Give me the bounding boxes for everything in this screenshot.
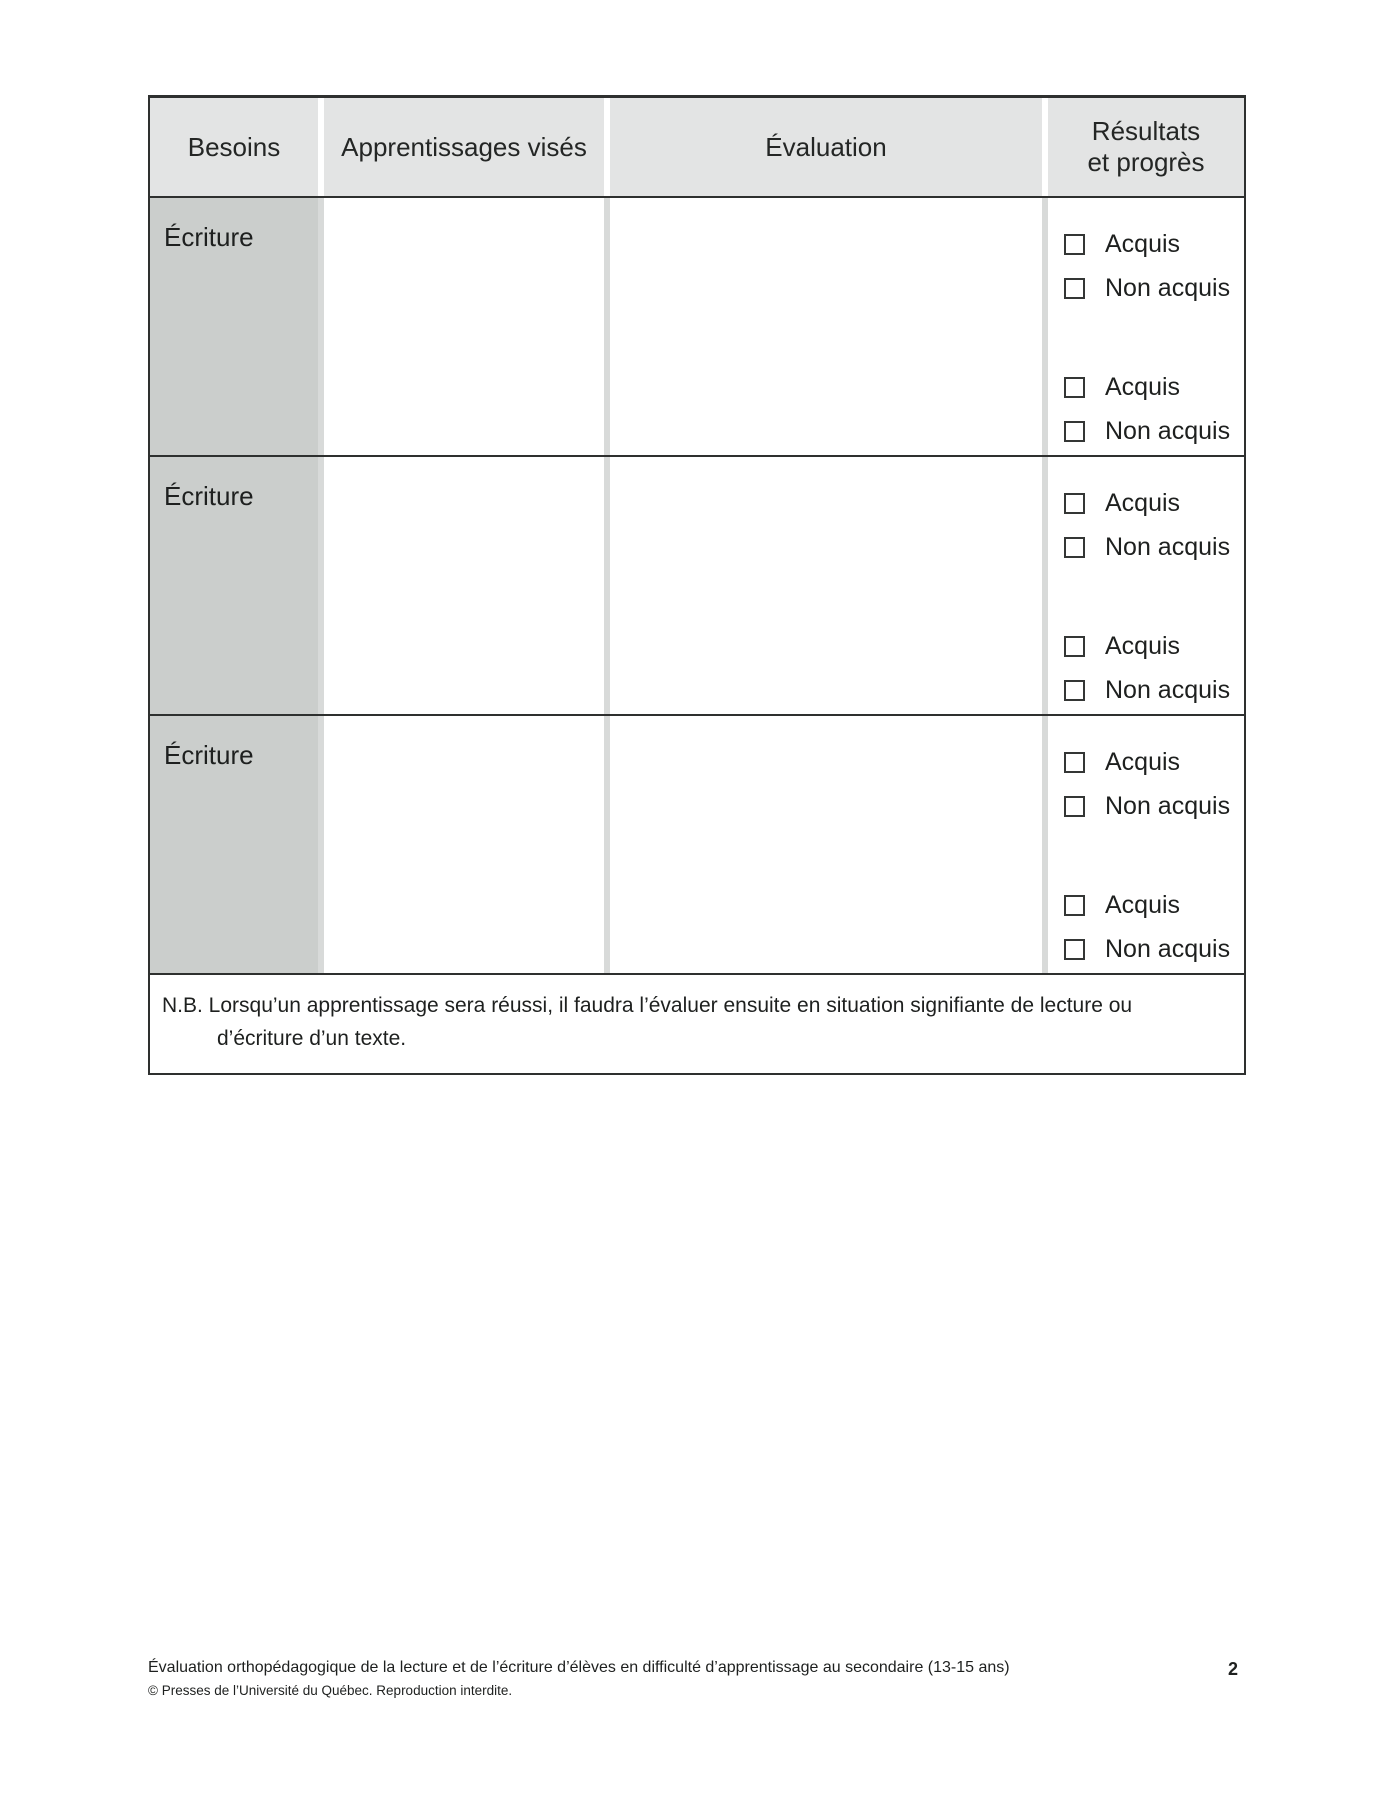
apprentissages-cell (324, 716, 610, 973)
acquis-checkbox[interactable] (1064, 377, 1085, 398)
besoin-label: Écriture (164, 481, 254, 511)
apprentissages-cell (324, 457, 610, 714)
evaluation-cell (610, 716, 1048, 973)
table-row (150, 196, 1244, 455)
acquis-option (1064, 891, 1244, 920)
page-footer (148, 1659, 1246, 1698)
table-row (150, 714, 1244, 973)
non-acquis-checkbox[interactable] (1064, 278, 1085, 299)
acquis-checkbox[interactable] (1064, 493, 1085, 514)
evaluation-cell (610, 457, 1048, 714)
header-resultats-line1: Résultats (1091, 116, 1201, 147)
checkbox-label: Non acquis (1105, 676, 1231, 704)
header-evaluation (610, 98, 1048, 196)
checkbox-label: Non acquis (1105, 417, 1231, 445)
acquis-checkbox[interactable] (1064, 895, 1085, 916)
besoin-label: Écriture (164, 222, 254, 252)
resultats-cell (1048, 716, 1244, 973)
header-besoins-label: Besoins (187, 131, 281, 162)
evaluation-table (148, 95, 1246, 1075)
table-row (150, 455, 1244, 714)
checkbox-label: Acquis (1105, 489, 1181, 517)
besoin-label: Écriture (164, 740, 254, 770)
non-acquis-checkbox[interactable] (1064, 939, 1085, 960)
apprentissages-cell (324, 198, 610, 455)
header-apprentissages (324, 98, 610, 196)
header-resultats (1048, 98, 1244, 196)
non-acquis-option (1064, 676, 1244, 705)
non-acquis-option (1064, 274, 1244, 303)
checkbox-label: Acquis (1105, 748, 1181, 776)
header-besoins (150, 98, 324, 196)
checkbox-label: Acquis (1105, 891, 1181, 919)
besoins-cell (150, 198, 324, 455)
acquis-checkbox[interactable] (1064, 752, 1085, 773)
besoins-cell (150, 457, 324, 714)
header-apprentissages-label: Apprentissages visés (341, 131, 587, 162)
footer-copyright: © Presses de l’Université du Québec. Reproduction interdite. (148, 1683, 513, 1698)
checkbox-group (1064, 748, 1244, 821)
non-acquis-checkbox[interactable] (1064, 537, 1085, 558)
checkbox-label: Acquis (1105, 373, 1181, 401)
checkbox-label: Non acquis (1105, 274, 1231, 302)
resultats-cell (1048, 198, 1244, 455)
checkbox-label: Non acquis (1105, 935, 1231, 963)
table-header-row (150, 98, 1244, 196)
acquis-option (1064, 373, 1244, 402)
acquis-checkbox[interactable] (1064, 636, 1085, 657)
footer-text (148, 1659, 1010, 1698)
checkbox-label: Non acquis (1105, 533, 1231, 561)
checkbox-group (1064, 373, 1244, 446)
checkbox-label: Non acquis (1105, 792, 1231, 820)
acquis-option (1064, 632, 1244, 661)
non-acquis-checkbox[interactable] (1064, 796, 1085, 817)
acquis-option (1064, 230, 1244, 259)
checkbox-group (1064, 632, 1244, 705)
note-text: N.B. Lorsqu’un apprentissage sera réussi, il faudra l’évaluer ensuite en situation signifiante de lecture ou d’écriture d’un texte. (162, 994, 1133, 1050)
checkbox-group (1064, 489, 1244, 562)
acquis-option (1064, 489, 1244, 518)
acquis-option (1064, 748, 1244, 777)
non-acquis-option (1064, 935, 1244, 964)
non-acquis-option (1064, 417, 1244, 446)
checkbox-group (1064, 230, 1244, 303)
footer-title: Évaluation orthopédagogique de la lecture et de l’écriture d’élèves en difficulté d’apprentissage au secondaire (13-15 ans) (148, 1659, 1010, 1676)
header-evaluation-label: Évaluation (765, 131, 887, 162)
page-number: 2 (1227, 1659, 1238, 1679)
non-acquis-option (1064, 792, 1244, 821)
checkbox-label: Acquis (1105, 230, 1181, 258)
acquis-checkbox[interactable] (1064, 234, 1085, 255)
besoins-cell (150, 716, 324, 973)
header-resultats-line2: et progrès (1087, 147, 1205, 177)
non-acquis-checkbox[interactable] (1064, 680, 1085, 701)
checkbox-group (1064, 891, 1244, 964)
resultats-cell (1048, 457, 1244, 714)
evaluation-cell (610, 198, 1048, 455)
table-note-row (150, 973, 1244, 1073)
non-acquis-checkbox[interactable] (1064, 421, 1085, 442)
non-acquis-option (1064, 533, 1244, 562)
checkbox-label: Acquis (1105, 632, 1181, 660)
